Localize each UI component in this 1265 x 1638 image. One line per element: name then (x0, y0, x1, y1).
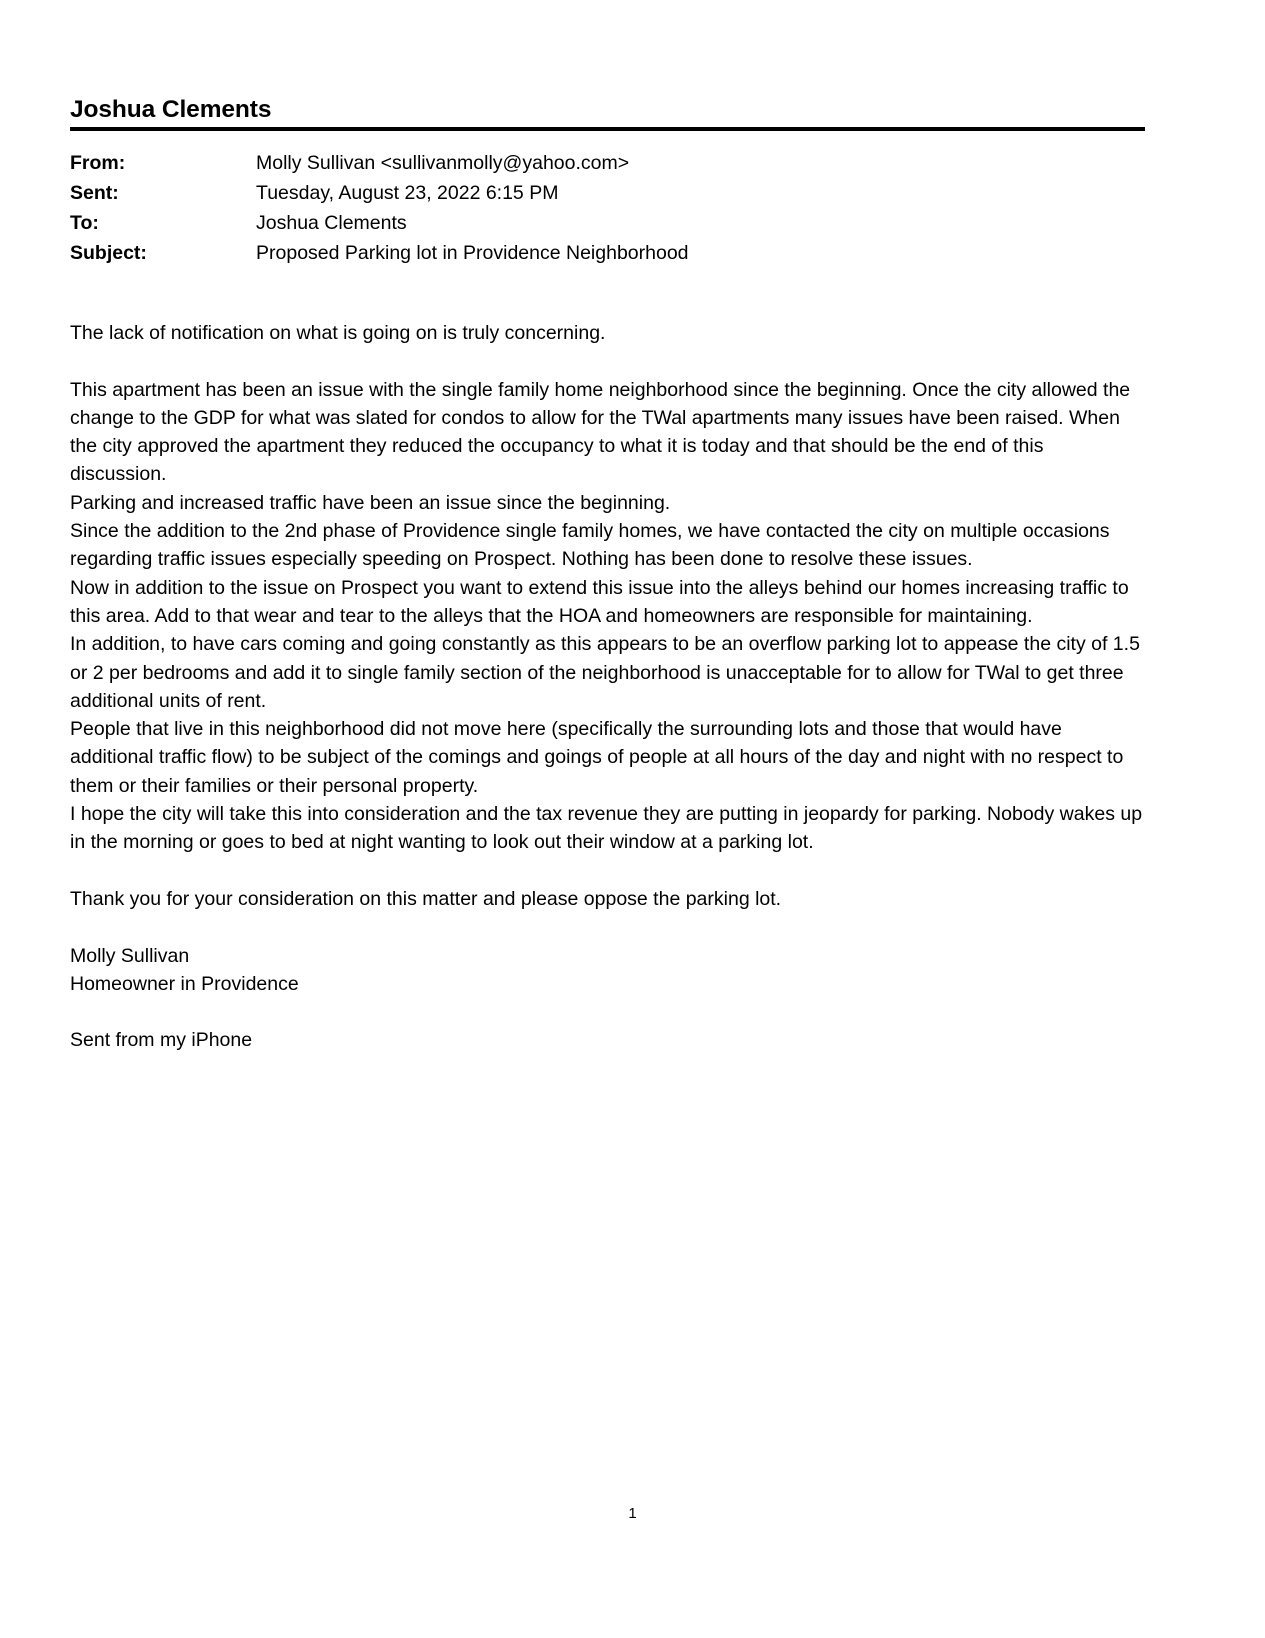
page-title: Joshua Clements (70, 96, 272, 123)
body-paragraph-4: Now in addition to the issue on Prospect you want to extend this issue into the alleys behind our homes increasing traffic to this area. Add to that wear and tear to the alleys that the HOA and homeowners are responsible for maintaining. (70, 576, 1129, 627)
sent-from-signature: Sent from my iPhone (70, 1029, 253, 1052)
header-field-subject (70, 241, 689, 271)
header-value-to: Joshua Clements (256, 212, 407, 235)
signature-role: Homeowner in Providence (70, 972, 299, 995)
header-field-to (70, 211, 689, 241)
header-value-subject: Proposed Parking lot in Providence Neighborhood (256, 242, 689, 265)
body-blank-line-1 (70, 347, 1145, 375)
body-closing: Thank you for your consideration on this matter and please oppose the parking lot. (70, 887, 782, 910)
body-paragraph-1: This apartment has been an issue with the single family home neighborhood since the beginning. Once the city allowed the change to the GDP for what was slated for condos to allow for the TWal apartments many issues have been raised. When the city approved the apartment they reduced the occupancy to what it is today and that should be the end of this discussion. (70, 378, 1131, 486)
body-blank-line-4 (70, 998, 1145, 1026)
body-paragraph-5: In addition, to have cars coming and going constantly as this appears to be an overflow parking lot to appease the city of 1.5 or 2 per bedrooms and add it to single family section of the neighborhood is unacceptable for to allow for TWal to get three additional units of rent. (70, 633, 1140, 712)
header-label-subject: Subject: (70, 242, 147, 265)
body-opening: The lack of notification on what is going on is truly concerning. (70, 321, 606, 344)
body-blank-line-3 (70, 913, 1145, 941)
email-header-fields (70, 151, 689, 271)
body-paragraph-2: Parking and increased traffic have been an issue since the beginning. (70, 491, 671, 514)
header-label-sent: Sent: (70, 182, 119, 205)
body-blank-line-2 (70, 857, 1145, 885)
body-paragraph-6: People that live in this neighborhood did not move here (specifically the surrounding lots and those that would have additional traffic flow) to be subject of the comings and goings of people at all hours of the day and night with no respect to them or their families or their personal property. (70, 718, 1124, 797)
document-content (70, 96, 1145, 1055)
email-body (70, 319, 1145, 1055)
signature-name: Molly Sullivan (70, 944, 190, 967)
header-value-from: Molly Sullivan <sullivanmolly@yahoo.com> (256, 152, 630, 175)
header-field-from (70, 151, 689, 181)
header-field-sent (70, 181, 689, 211)
header-value-sent: Tuesday, August 23, 2022 6:15 PM (256, 182, 559, 205)
header-label-from: From: (70, 152, 126, 175)
page-number-footer: 1 (628, 1505, 637, 1522)
body-paragraph-7: I hope the city will take this into consideration and the tax revenue they are putting in jeopardy for parking. Nobody wakes up in the morning or goes to bed at night wanting to look out their window at a parking lot. (70, 803, 1143, 854)
header-label-to: To: (70, 212, 99, 235)
body-paragraph-3: Since the addition to the 2nd phase of Providence single family homes, we have contacted the city on multiple occasions regarding traffic issues especially speeding on Prospect. Nothing has been done to resolve these issues. (70, 520, 1110, 571)
title-divider (70, 127, 1145, 131)
